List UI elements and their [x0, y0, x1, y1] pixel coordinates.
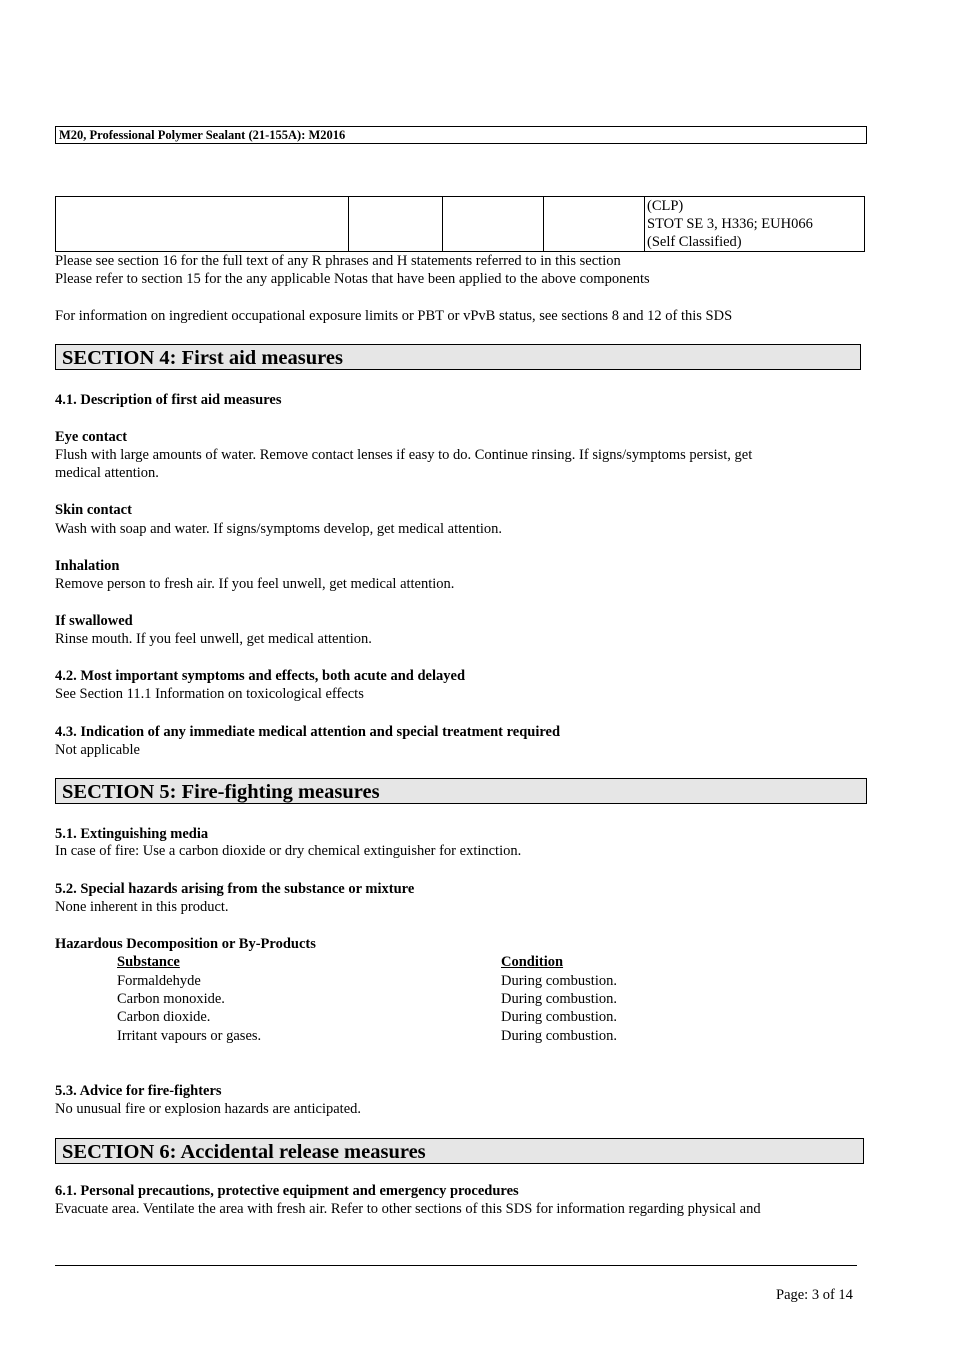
classification-line: (CLP)	[647, 198, 684, 214]
substance-cell: Carbon dioxide.	[117, 1009, 211, 1025]
subsection-heading: 4.2. Most important symptoms and effects, both acute and delayed	[55, 668, 466, 684]
condition-cell: During combustion.	[501, 1009, 617, 1025]
substance-cell: Irritant vapours or gases.	[117, 1028, 262, 1044]
document-header: M20, Professional Polymer Sealant (21-155A): M2016	[55, 126, 867, 144]
note-text: Please refer to section 15 for the any applicable Notas that have been applied to the above components	[55, 271, 650, 287]
subsection-heading: Hazardous Decomposition or By-Products	[55, 936, 316, 952]
body-text: Evacuate area. Ventilate the area with fresh air. Refer to other sections of this SDS for information regarding physical and	[55, 1201, 761, 1217]
column-header-condition: Condition	[501, 954, 564, 970]
body-text: Rinse mouth. If you feel unwell, get medical attention.	[55, 631, 372, 647]
column-header-substance: Substance	[117, 954, 180, 970]
classification-line: (Self Classified)	[647, 234, 742, 250]
condition-cell: During combustion.	[501, 1028, 617, 1044]
body-text: medical attention.	[55, 465, 159, 481]
footer-rule	[55, 1265, 857, 1266]
substance-cell: Carbon monoxide.	[117, 991, 225, 1007]
table-cell	[56, 197, 349, 252]
body-text: No unusual fire or explosion hazards are anticipated.	[55, 1101, 362, 1117]
classification-line: STOT SE 3, H336; EUH066	[647, 216, 813, 232]
condition-cell: During combustion.	[501, 991, 617, 1007]
body-text: Remove person to fresh air. If you feel unwell, get medical attention.	[55, 576, 455, 592]
note-text: Please see section 16 for the full text of any R phrases and H statements referred to in this section	[55, 253, 621, 269]
subsection-heading: 5.3. Advice for fire-fighters	[55, 1083, 222, 1099]
subsection-heading: 6.1. Personal precautions, protective equipment and emergency procedures	[55, 1183, 519, 1199]
page-number: Page: 3 of 14	[776, 1287, 853, 1303]
section-title: SECTION 4: First aid measures	[55, 344, 861, 370]
section-title: SECTION 5: Fire-fighting measures	[55, 778, 867, 804]
body-text: Wash with soap and water. If signs/symptoms develop, get medical attention.	[55, 521, 503, 537]
body-text: In case of fire: Use a carbon dioxide or dry chemical extinguisher for extinction.	[55, 843, 522, 859]
subsection-heading: 5.2. Special hazards arising from the substance or mixture	[55, 881, 415, 897]
subsection-heading: 5.1. Extinguishing media	[55, 826, 209, 842]
subsection-heading: If swallowed	[55, 613, 133, 629]
subsection-heading: 4.3. Indication of any immediate medical attention and special treatment required	[55, 724, 561, 740]
body-text: None inherent in this product.	[55, 899, 229, 915]
subsection-heading: Inhalation	[55, 558, 120, 574]
table-cell	[443, 197, 544, 252]
table-row	[56, 197, 865, 252]
body-text: Not applicable	[55, 742, 140, 758]
note-text: For information on ingredient occupational exposure limits or PBT or vPvB status, see sections 8 and 12 of this SDS	[55, 308, 733, 324]
body-text: Flush with large amounts of water. Remove contact lenses if easy to do. Continue rinsing. If signs/symptoms persist, get	[55, 447, 753, 463]
components-table	[55, 196, 865, 252]
table-cell	[544, 197, 645, 252]
condition-cell: During combustion.	[501, 973, 617, 989]
table-cell	[349, 197, 443, 252]
body-text: See Section 11.1 Information on toxicological effects	[55, 686, 364, 702]
section-title: SECTION 6: Accidental release measures	[55, 1138, 864, 1164]
classification-cell	[645, 197, 865, 252]
substance-cell: Formaldehyde	[117, 973, 201, 989]
subsection-heading: 4.1. Description of first aid measures	[55, 392, 282, 408]
subsection-heading: Eye contact	[55, 429, 128, 445]
subsection-heading: Skin contact	[55, 502, 132, 518]
